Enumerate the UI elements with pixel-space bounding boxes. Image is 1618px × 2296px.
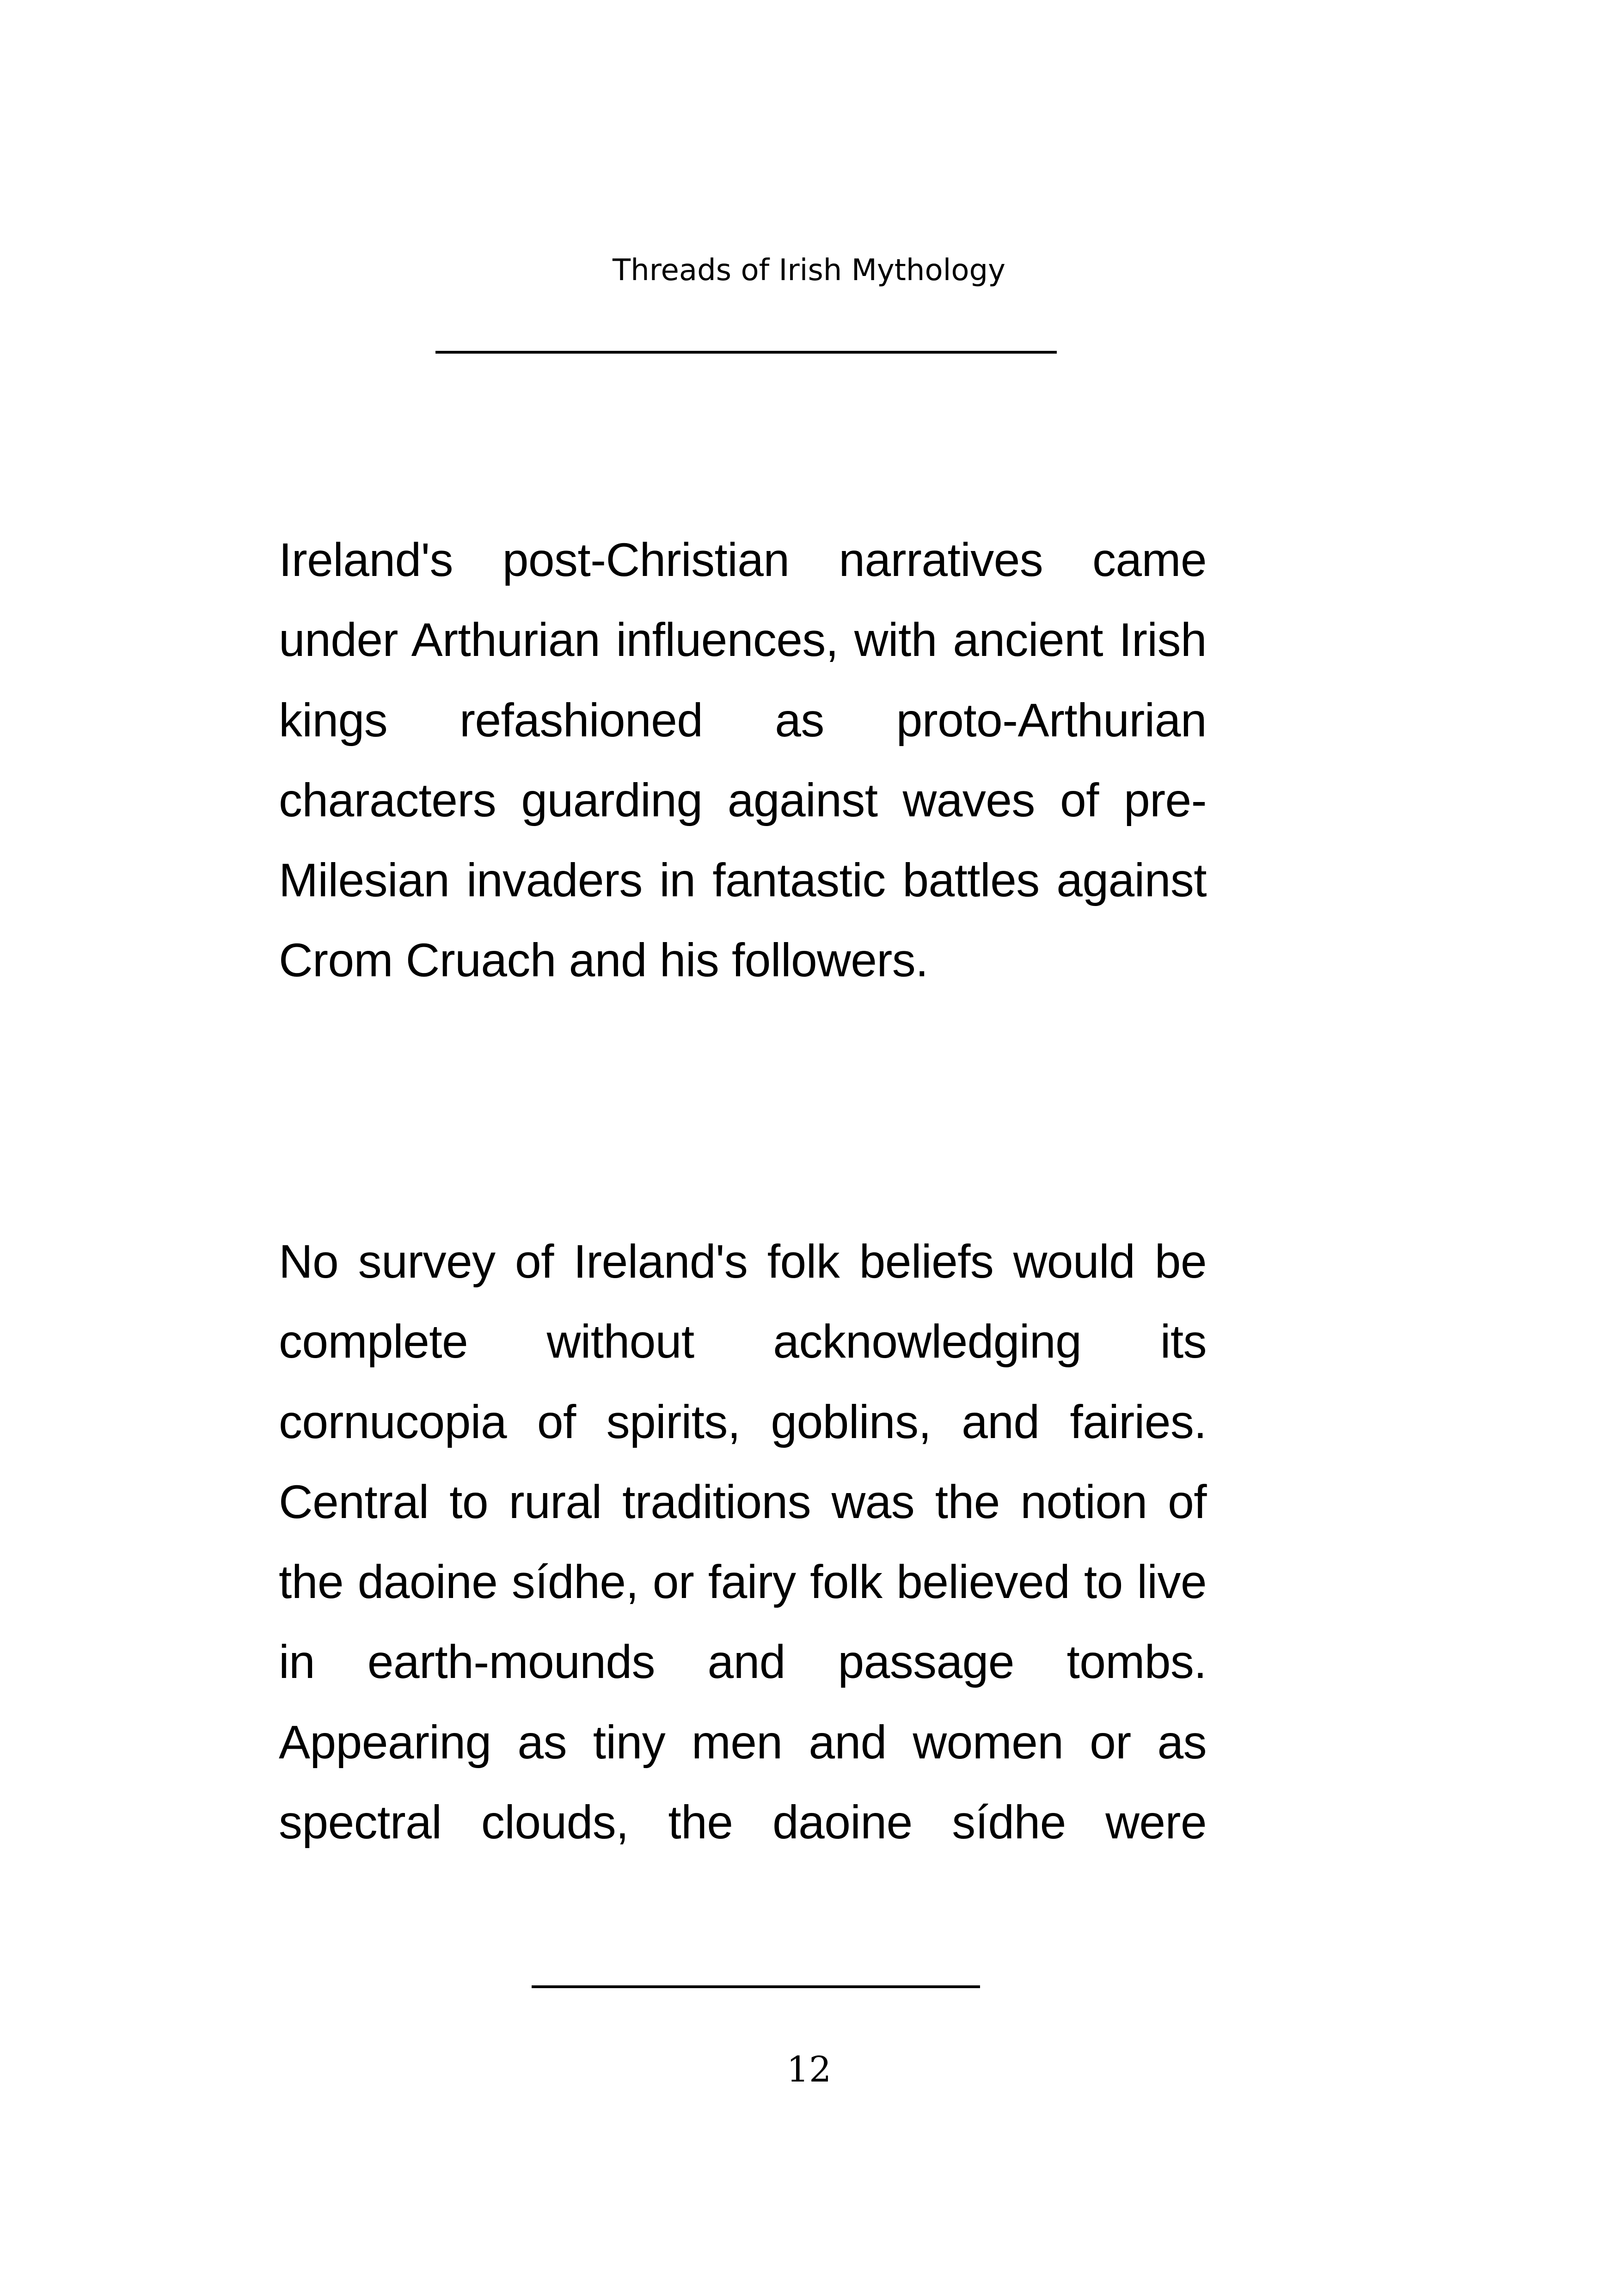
body-paragraph-2 xyxy=(279,1222,1207,1862)
text-line: cornucopia of spirits, goblins, and fairies. xyxy=(279,1395,1207,1448)
header-divider xyxy=(435,351,1057,354)
running-header-title: Threads of Irish Mythology xyxy=(612,253,1006,288)
footer-divider xyxy=(532,1985,980,1988)
text-line: in earth-mounds and passage tombs. xyxy=(279,1635,1207,1689)
text-line: Ireland's post-Christian narratives came xyxy=(279,533,1207,586)
text-line: spectral clouds, the daoine sídhe were xyxy=(279,1796,1207,1849)
text-line: No survey of Ireland's folk beliefs would be xyxy=(279,1235,1207,1288)
text-line: kings refashioned as proto-Arthurian xyxy=(279,693,1207,747)
text-line: characters guarding against waves of pre- xyxy=(279,773,1207,827)
text-line: complete without acknowledging its xyxy=(279,1315,1207,1368)
text-line: Crom Cruach and his followers. xyxy=(279,934,928,987)
text-line: Milesian invaders in fantastic battles against xyxy=(279,854,1207,907)
page-number: 12 xyxy=(786,2049,832,2090)
text-line: Central to rural traditions was the notion of xyxy=(279,1475,1207,1528)
text-line: Appearing as tiny men and women or as xyxy=(279,1715,1207,1769)
body-paragraph-1 xyxy=(279,520,1207,1001)
text-line: the daoine sídhe, or fairy folk believed to live xyxy=(279,1555,1207,1609)
text-line: under Arthurian influences, with ancient Irish xyxy=(279,613,1207,667)
